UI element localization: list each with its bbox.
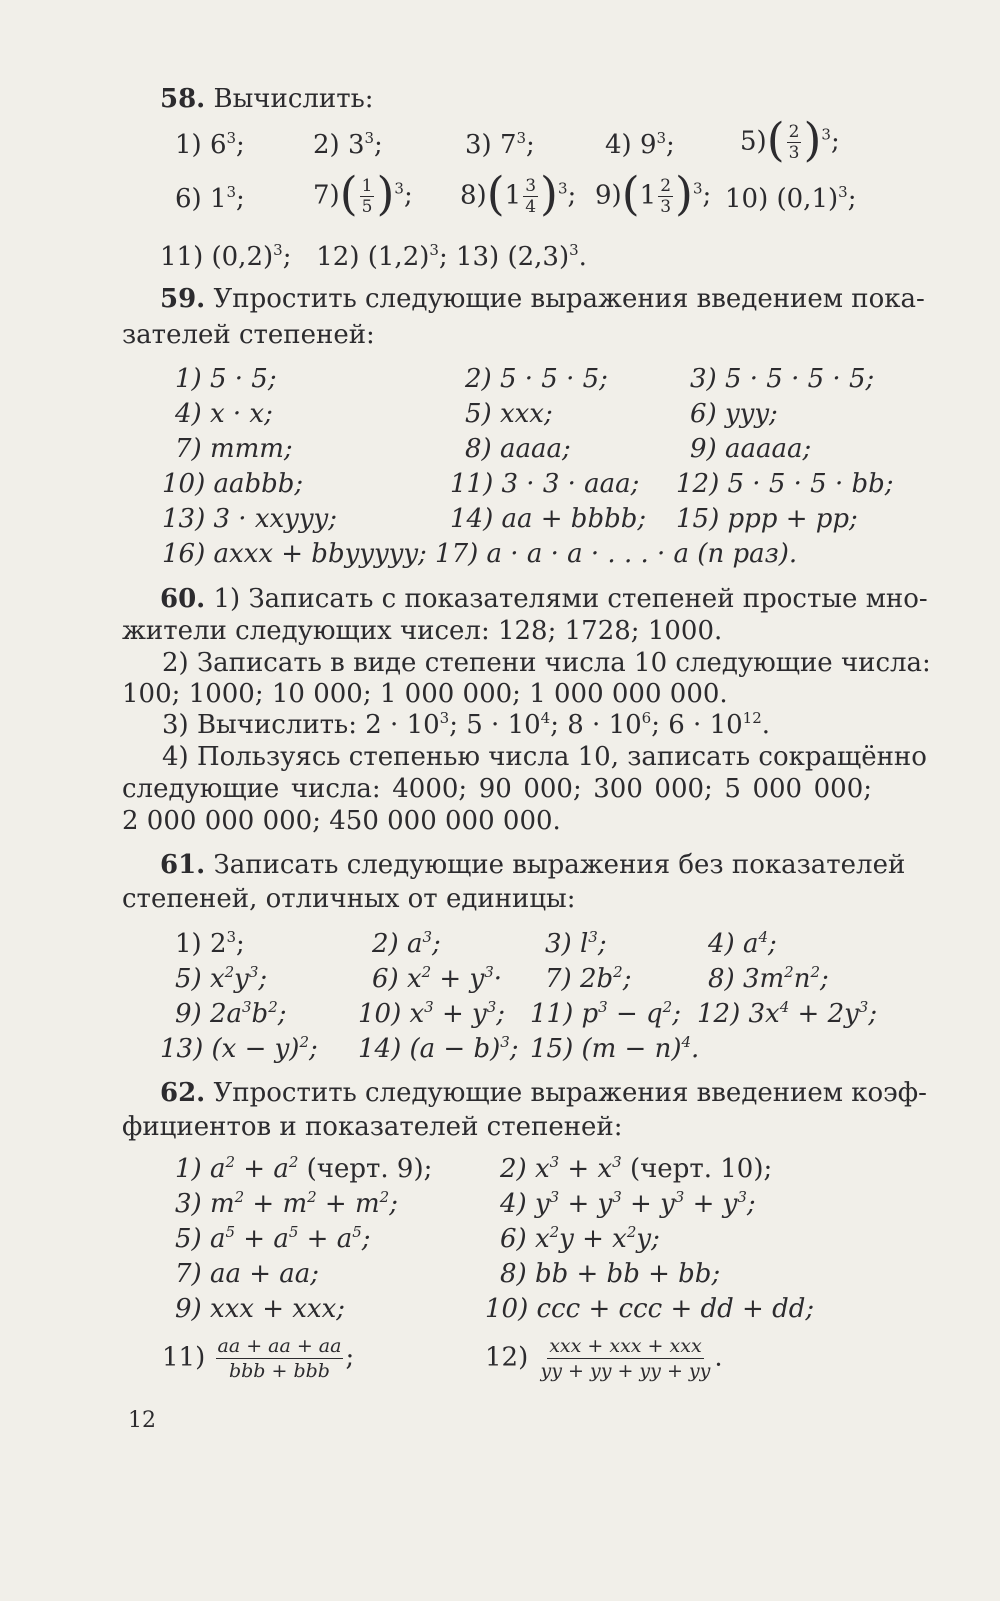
- problem-text: Записать следующие выражения без показателей: [213, 850, 906, 880]
- item-10: 10) ccc + ccc + dd + dd;: [485, 1294, 815, 1324]
- problem-59-title-line-1: [160, 282, 925, 316]
- fraction: $\frac{3}{4}$: [525, 176, 537, 217]
- item-2: 2) $3^3$;: [313, 129, 383, 160]
- problem-60-line-3: 2) Записать в виде степени числа 10 следующие числа:: [162, 648, 931, 678]
- problem-60-line-1: [160, 582, 928, 616]
- fraction: $\frac{2}{3}$: [660, 176, 672, 217]
- item-10: 10) $(0,1)^3$;: [725, 183, 857, 214]
- item-9: 9) $2a^3b^2$;: [175, 998, 287, 1029]
- item-15: 15) $(m - n)^4$.: [530, 1033, 700, 1064]
- item-11: 11) $p^3 - q^2$;: [530, 998, 681, 1029]
- item-9: 9) xxx + xxx;: [175, 1294, 346, 1324]
- problem-59-title-line-2: зателей степеней:: [122, 320, 375, 350]
- item-8: 8) bb + bb + bb;: [500, 1259, 721, 1289]
- item-2: 2) $x^3 + x^3$ (черт. 10);: [500, 1153, 773, 1184]
- item-4: 4) $9^3$;: [605, 129, 675, 160]
- problem-58-title: [160, 82, 374, 116]
- item-5: 5)( $\frac{2}{3}$ )$^3$;: [740, 112, 840, 167]
- item-11: 11) 3 · 3 · aaa;: [450, 469, 640, 499]
- item-1: 1) $a^2 + a^2$ (черт. 9);: [175, 1153, 433, 1184]
- item-6: 6) $x^2y + x^2y$;: [500, 1223, 660, 1254]
- problem-60-line-8: 2 000 000 000; 450 000 000 000.: [122, 806, 561, 836]
- problem-number: 58.: [160, 84, 206, 114]
- item-5: 5) xxx;: [465, 399, 553, 429]
- problem-text: Упростить следующие выражения введением коэф-: [213, 1078, 927, 1108]
- item-1: 1) 5 · 5;: [175, 364, 277, 394]
- item-10: 10) $x^3 + y^3$;: [358, 998, 506, 1029]
- item-8: 8) aaaa;: [465, 434, 571, 464]
- item-3: 3) $l^3$;: [545, 928, 607, 959]
- fraction: $\frac{2}{3}$: [788, 122, 800, 163]
- problem-60-line-6: 4) Пользуясь степенью числа 10, записать сокращённо: [162, 742, 927, 772]
- item-2: 2) 5 · 5 · 5;: [465, 364, 608, 394]
- item-13: 13) 3 · xxyyy;: [162, 504, 337, 534]
- problem-number: 60.: [160, 584, 206, 614]
- item-7: 7) aa + aa;: [175, 1259, 320, 1289]
- problem-60-line-4: 100; 1000; 10 000; 1 000 000; 1 000 000 000.: [122, 679, 728, 709]
- item-7: 7) mmm;: [175, 434, 293, 464]
- item-4: 4) $a^4$;: [708, 928, 777, 959]
- item-5: 5) $x^2y^3$;: [175, 963, 268, 994]
- item-12: 12) 5 · 5 · 5 · bb;: [676, 469, 894, 499]
- item-3: 3) 5 · 5 · 5 · 5;: [690, 364, 875, 394]
- item-12: 12) $3x^4 + 2y^3$;: [697, 998, 878, 1029]
- item-9: 9)(1 $\frac{2}{3}$ )$^3$;: [595, 166, 712, 221]
- problem-text: Вычислить:: [213, 84, 374, 114]
- item-4: 4) x · x;: [175, 399, 273, 429]
- item-8: 8) $3m^2n^2$;: [708, 963, 829, 994]
- items-16-17: 16) axxx + bbyyyyy; 17) a · a · a · . . . · a (n раз).: [162, 539, 798, 569]
- item-14: 14) $(a - b)^3$;: [358, 1033, 519, 1064]
- problem-60-line-7: следующие числа: 4000; 90 000; 300 000; 5 000 000;: [122, 774, 872, 804]
- item-6: 6) $1^3$;: [175, 183, 245, 214]
- fraction: $\frac{1}{5}$: [361, 176, 373, 217]
- problem-60-line-2: жители следующих чисел: 128; 1728; 1000.: [122, 616, 723, 646]
- item-3: 3) $m^2 + m^2 + m^2$;: [175, 1188, 398, 1219]
- problem-number: 59.: [160, 284, 206, 314]
- item-11: 11) $\frac{aa + aa + aa}{\text{bbb + bbb}}$ ;: [162, 1335, 355, 1382]
- item-14: 14) aa + bbbb;: [450, 504, 647, 534]
- problem-number: 62.: [160, 1078, 206, 1108]
- problem-60-line-5: 3) Вычислить: $2 \cdot 10^3$; $5 \cdot 10^4$; $8 \cdot 10^6$; $6 \cdot 10^{12}$.: [162, 709, 771, 740]
- item-4: 4) $y^3 + y^3 + y^3 + y^3$;: [500, 1188, 756, 1219]
- item-11: 11) $(0,2)^3$;: [160, 241, 292, 272]
- item-13: 13) $(2,3)^3$.: [455, 241, 587, 272]
- item-6: 6) yyy;: [690, 399, 778, 429]
- item-3: 3) $7^3$;: [465, 129, 535, 160]
- item-9: 9) aaaaa;: [690, 434, 812, 464]
- item-7: 7) $2b^2$;: [545, 963, 632, 994]
- problem-text: Упростить следующие выражения введением пока-: [213, 284, 925, 314]
- problem-58-row-3: [160, 240, 587, 274]
- fraction: $\frac{aa + aa + aa}{\text{bbb + bbb}}$: [217, 1335, 342, 1382]
- item-6: 6) $x^2 + y^3\cdot$: [372, 963, 502, 994]
- item-13: 13) $(x - y)^2$;: [160, 1033, 318, 1064]
- problem-61-title-line-2: степеней, отличных от единицы:: [122, 884, 576, 914]
- problem-61-title-line-1: [160, 848, 906, 882]
- item-5: 5) $a^5 + a^5 + a^5$;: [175, 1223, 371, 1254]
- problem-62-title-line-1: [160, 1076, 927, 1110]
- item-10: 10) aabbb;: [162, 469, 304, 499]
- problem-number: 61.: [160, 850, 206, 880]
- fraction: $\frac{\text{xxx + xxx + xxx}}{yy + yy + yy + yy}$: [540, 1335, 711, 1382]
- page-number: 12: [128, 1408, 156, 1433]
- item-7: 7)( $\frac{1}{5}$ )$^3$;: [313, 166, 413, 221]
- item-12: 12) $(1,2)^3$;: [316, 241, 448, 272]
- problem-62-title-line-2: фициентов и показателей степеней:: [122, 1112, 623, 1142]
- item-2: 2) $a^3$;: [372, 928, 441, 959]
- item-1: 1) $2^3$;: [175, 928, 245, 959]
- item-8: 8)(1 $\frac{3}{4}$ )$^3$;: [460, 166, 577, 221]
- item-12: 12) $\frac{\text{xxx + xxx + xxx}}{yy + yy + yy + yy}$ .: [485, 1335, 723, 1382]
- item-1: 1) $6^3$;: [175, 129, 245, 160]
- item-15: 15) ppp + pp;: [676, 504, 858, 534]
- problem-text: 1) Записать с показателями степеней простые мно-: [213, 584, 928, 614]
